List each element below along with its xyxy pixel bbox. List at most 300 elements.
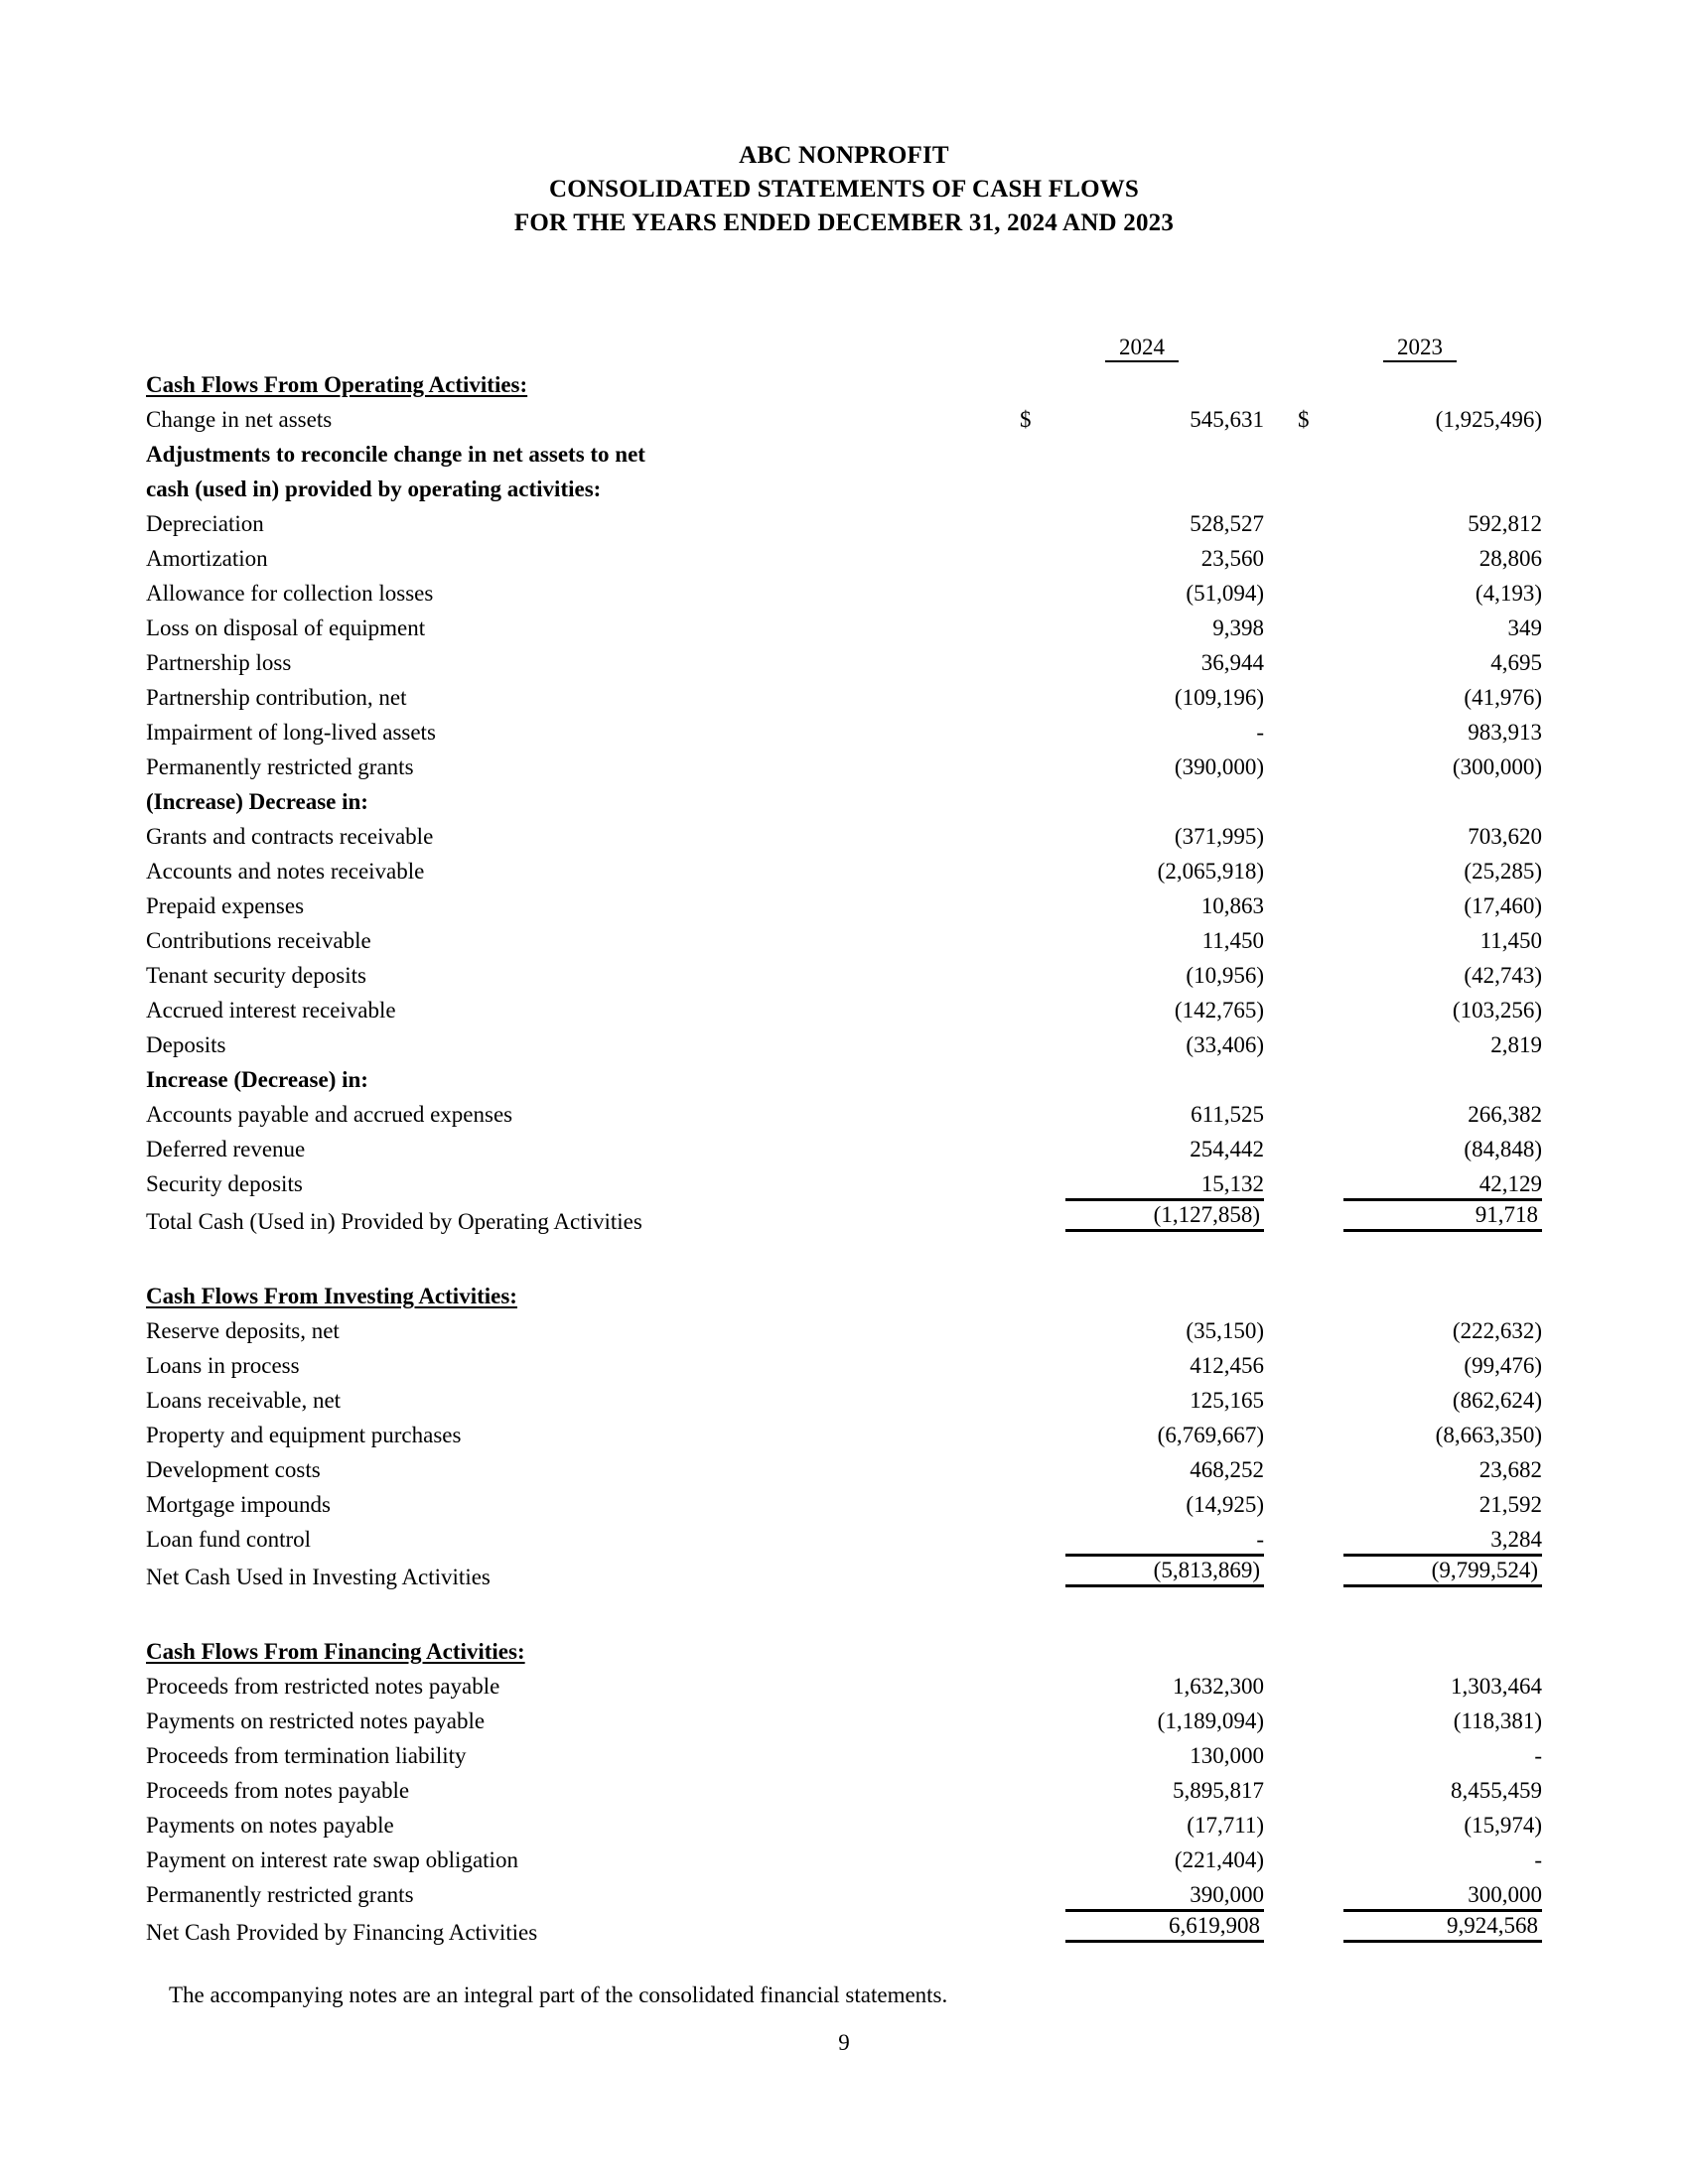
value-2023: (15,974): [1464, 1813, 1542, 1838]
line-item-label: Permanently restricted grants: [146, 1882, 414, 1907]
currency-symbol-2024: [1020, 501, 1065, 536]
column-gap: [1264, 1343, 1298, 1378]
value-2023-total: 91,718: [1343, 1198, 1542, 1232]
heading-pad: [1020, 1629, 1542, 1664]
section-heading-operating-text: Cash Flows From Operating Activities:: [146, 372, 528, 397]
column-gap: [1264, 745, 1298, 779]
increase-decrease-heading-label: (Increase) Decrease in:: [146, 789, 368, 814]
column-gap: [1264, 1023, 1298, 1057]
line-item: [146, 884, 1542, 918]
adjustments-heading-line-2-label: cash (used in) provided by operating activities:: [146, 477, 602, 501]
currency-symbol-2024: $: [1020, 407, 1032, 432]
value-2024: 412,456: [1190, 1353, 1264, 1378]
value-2023: 4,695: [1490, 650, 1542, 675]
currency-symbol-2024: [1020, 640, 1065, 675]
value-2023: 21,592: [1478, 1492, 1542, 1517]
currency-symbol-2023: [1298, 1664, 1343, 1699]
line-item: [146, 1664, 1542, 1699]
column-gap: [1264, 606, 1298, 640]
line-item-label: Impairment of long-lived assets: [146, 720, 436, 745]
value-2023: (300,000): [1452, 754, 1542, 779]
currency-symbol-2024: [1020, 745, 1065, 779]
column-gap: [1264, 1552, 1298, 1589]
value-2024: -: [1256, 720, 1264, 745]
cash-flow-table: [146, 298, 1542, 1945]
subheading-pad: [1020, 779, 1542, 814]
currency-symbol-2023: [1298, 1127, 1343, 1161]
currency-symbol-2024: [1020, 1838, 1065, 1872]
currency-symbol-2024: [1020, 988, 1065, 1023]
value-2024: (2,065,918): [1157, 859, 1264, 884]
line-item: [146, 675, 1542, 710]
page-title-line-3: FOR THE YEARS ENDED DECEMBER 31, 2024 AND 2023: [513, 209, 1175, 236]
column-gap: [1264, 1517, 1298, 1552]
currency-symbol-2024: [1020, 710, 1065, 745]
section-heading-financing-text: Cash Flows From Financing Activities:: [146, 1639, 525, 1664]
currency-symbol-2024: [1020, 1664, 1065, 1699]
currency-symbol-2023: [1298, 1308, 1343, 1343]
column-gap: [1264, 918, 1298, 953]
value-2023: (4,193): [1475, 581, 1542, 606]
value-2024: 1,632,300: [1173, 1674, 1264, 1699]
column-gap: [1264, 814, 1298, 849]
line-item: [146, 953, 1542, 988]
value-2024: 11,450: [1201, 928, 1264, 953]
currency-symbol-2024: [1020, 1023, 1065, 1057]
value-2024: 9,398: [1212, 615, 1264, 640]
line-item: [146, 1196, 1542, 1234]
line-item-label: Security deposits: [146, 1171, 303, 1196]
cash-flow-table-body: [146, 298, 1542, 1945]
currency-symbol-2023: [1298, 640, 1343, 675]
value-2023: 23,682: [1478, 1457, 1542, 1482]
value-2023: [1343, 1907, 1542, 1945]
currency-symbol-2023: [1298, 1413, 1343, 1447]
value-2023: 28,806: [1478, 546, 1542, 571]
value-2024: 10,863: [1200, 893, 1264, 918]
value-2024: (371,995): [1174, 824, 1264, 849]
line-item: [146, 1308, 1542, 1343]
currency-symbol-2024: [1020, 814, 1065, 849]
currency-symbol-2023: [1298, 1196, 1343, 1234]
value-2023: (25,285): [1464, 859, 1542, 884]
currency-symbol-2024: [1020, 1907, 1065, 1945]
value-2024: (17,711): [1187, 1813, 1264, 1838]
currency-symbol-2023: [1298, 849, 1343, 884]
column-gap: [1264, 884, 1298, 918]
line-item: [146, 1517, 1542, 1552]
currency-symbol-2024: [1020, 675, 1065, 710]
value-2024: -: [1256, 1527, 1264, 1552]
currency-symbol-2023: [1298, 814, 1343, 849]
currency-symbol-2023: [1298, 1872, 1343, 1907]
currency-symbol-2023: [1298, 1482, 1343, 1517]
line-item-label: Change in net assets: [146, 407, 333, 432]
line-item: [146, 849, 1542, 884]
spacer-row: [146, 298, 1542, 328]
currency-symbol-2023: [1298, 988, 1343, 1023]
line-item-label: Net Cash Used in Investing Activities: [146, 1565, 491, 1589]
value-2023: 592,812: [1468, 511, 1542, 536]
currency-symbol-2023: [1298, 1447, 1343, 1482]
currency-symbol-2024: [1020, 1196, 1065, 1234]
currency-symbol-2023: [1298, 1803, 1343, 1838]
value-2023: [1343, 1196, 1542, 1234]
line-item: [146, 1552, 1542, 1589]
line-item-label: Tenant security deposits: [146, 963, 366, 988]
line-item: [146, 1413, 1542, 1447]
currency-symbol-2024: [1020, 884, 1065, 918]
line-item-label: Allowance for collection losses: [146, 581, 434, 606]
currency-symbol-2024: [1020, 1872, 1065, 1907]
adjustments-heading-line-2: [146, 467, 1542, 501]
currency-symbol-2023: [1298, 675, 1343, 710]
line-item: [146, 571, 1542, 606]
column-gap: [1264, 1196, 1298, 1234]
value-2024: 390,000: [1190, 1882, 1264, 1907]
value-2023: (8,663,350): [1435, 1423, 1542, 1447]
decrease-increase-heading-label: Increase (Decrease) in:: [146, 1067, 368, 1092]
value-2024: 5,895,817: [1173, 1778, 1264, 1803]
currency-symbol-2024: [1020, 571, 1065, 606]
value-2023: (42,743): [1464, 963, 1542, 988]
line-item-label: Net Cash Provided by Financing Activities: [146, 1920, 538, 1945]
value-2024: (1,189,094): [1157, 1708, 1264, 1733]
currency-symbol-2023: [1298, 1343, 1343, 1378]
column-gap: [1264, 536, 1298, 571]
currency-symbol-2023: [1298, 606, 1343, 640]
value-2023: (41,976): [1464, 685, 1542, 710]
line-item: [146, 1768, 1542, 1803]
currency-symbol-2024: [1020, 849, 1065, 884]
value-2024: 468,252: [1190, 1457, 1264, 1482]
currency-symbol-2024: [1020, 1308, 1065, 1343]
line-item-label: Reserve deposits, net: [146, 1318, 340, 1343]
value-2024: 528,527: [1190, 511, 1264, 536]
value-2023: (1,925,496): [1435, 407, 1542, 432]
spacer-cell: [146, 1234, 1542, 1274]
spacer-cell: [146, 1589, 1542, 1629]
currency-symbol-2023: [1298, 1517, 1343, 1552]
spacer-cell: [146, 298, 1542, 328]
currency-symbol-2023: [1298, 953, 1343, 988]
value-2023: 703,620: [1468, 824, 1542, 849]
line-item: [146, 1343, 1542, 1378]
value-2024: 36,944: [1200, 650, 1264, 675]
line-item-label: Property and equipment purchases: [146, 1423, 462, 1447]
currency-symbol-2023: [1298, 1838, 1343, 1872]
line-item-label: Payments on restricted notes payable: [146, 1708, 486, 1733]
currency-symbol-2023: [1298, 1161, 1343, 1196]
currency-symbol-2023: [1298, 710, 1343, 745]
value-2024: [1065, 1552, 1264, 1589]
currency-symbol-2024: [1020, 1768, 1065, 1803]
line-item: [146, 1378, 1542, 1413]
line-item-label: Amortization: [146, 546, 268, 571]
value-2024: (221,404): [1174, 1847, 1264, 1872]
value-2024: [1065, 1196, 1264, 1234]
section-heading-financing-label: [146, 1629, 1020, 1664]
line-item-label: Total Cash (Used in) Provided by Operating Activities: [146, 1209, 642, 1234]
value-2023: 1,303,464: [1451, 1674, 1542, 1699]
column-header-2024-text: 2024: [1105, 335, 1179, 362]
line-item: [146, 1161, 1542, 1196]
value-2023: 349: [1507, 615, 1542, 640]
currency-symbol-2023: [1298, 1552, 1343, 1589]
value-2023: (118,381): [1453, 1708, 1542, 1733]
column-header-2023: [1298, 328, 1542, 362]
currency-symbol-2023: [1298, 1733, 1343, 1768]
value-2024: (390,000): [1174, 754, 1264, 779]
column-gap: [1264, 1482, 1298, 1517]
column-gap: [1264, 849, 1298, 884]
line-item: [146, 1127, 1542, 1161]
value-2024-total: 6,619,908: [1065, 1909, 1264, 1943]
year-header-gap: [1264, 328, 1298, 362]
line-item: [146, 1803, 1542, 1838]
subheading-pad: [1020, 467, 1542, 501]
line-item: [146, 1907, 1542, 1945]
value-2023: -: [1534, 1743, 1542, 1768]
line-item: [146, 745, 1542, 779]
section-heading-operating: [146, 362, 1542, 397]
column-header-2023-text: 2023: [1383, 335, 1457, 362]
value-2024: (33,406): [1186, 1032, 1264, 1057]
line-item-label: Prepaid expenses: [146, 893, 305, 918]
line-item: [146, 1733, 1542, 1768]
column-gap: [1264, 1127, 1298, 1161]
currency-symbol-2024: [1020, 1699, 1065, 1733]
line-item: [146, 1838, 1542, 1872]
column-gap: [1264, 571, 1298, 606]
page-title-line-1: ABC NONPROFIT: [739, 142, 949, 169]
section-heading-investing: [146, 1274, 1542, 1308]
column-gap: [1264, 1161, 1298, 1196]
column-gap: [1264, 710, 1298, 745]
line-item: [146, 1447, 1542, 1482]
increase-decrease-heading: [146, 779, 1542, 814]
line-item-label: Payment on interest rate swap obligation: [146, 1847, 518, 1872]
value-2023: (99,476): [1464, 1353, 1542, 1378]
line-item-label: Deferred revenue: [146, 1137, 306, 1161]
value-2024: 15,132: [1200, 1171, 1264, 1196]
column-gap: [1264, 953, 1298, 988]
currency-symbol-2023: [1298, 1092, 1343, 1127]
page-number: 9: [838, 2030, 850, 2055]
value-2024: (142,765): [1174, 998, 1264, 1023]
column-gap: [1264, 988, 1298, 1023]
line-item: [146, 606, 1542, 640]
line-item-label: Accrued interest receivable: [146, 998, 396, 1023]
column-gap: [1264, 397, 1298, 432]
currency-symbol-2024: [1020, 918, 1065, 953]
document-title-block: [0, 0, 1688, 240]
currency-symbol-2023: [1298, 745, 1343, 779]
column-gap: [1264, 1378, 1298, 1413]
currency-symbol-2024: [1020, 1482, 1065, 1517]
currency-symbol-2023: [1298, 884, 1343, 918]
line-item-label: Loans receivable, net: [146, 1388, 342, 1413]
value-2023: (862,624): [1452, 1388, 1542, 1413]
line-item-label: Proceeds from restricted notes payable: [146, 1674, 500, 1699]
value-2023: 42,129: [1478, 1171, 1542, 1196]
section-heading-operating-label: [146, 362, 1020, 397]
value-2024: (51,094): [1186, 581, 1264, 606]
line-item-label: Loss on disposal of equipment: [146, 615, 426, 640]
value-2024: (35,150): [1186, 1318, 1264, 1343]
line-item: [146, 1092, 1542, 1127]
value-2023-total: 9,924,568: [1343, 1909, 1542, 1943]
line-item-label: Grants and contracts receivable: [146, 824, 434, 849]
line-item-label: Permanently restricted grants: [146, 754, 414, 779]
currency-symbol-2024: [1020, 1552, 1065, 1589]
heading-pad: [1020, 1274, 1542, 1308]
accompanying-notes-footnote: The accompanying notes are an integral part of the consolidated financial statements.: [169, 1982, 948, 2007]
column-gap: [1264, 501, 1298, 536]
currency-symbol-2024: [1020, 1378, 1065, 1413]
currency-symbol-2024: [1020, 1447, 1065, 1482]
value-2023: 2,819: [1490, 1032, 1542, 1057]
line-item: [146, 988, 1542, 1023]
line-item-label: Partnership contribution, net: [146, 685, 407, 710]
line-item-label: Partnership loss: [146, 650, 292, 675]
section-heading-investing-label: [146, 1274, 1020, 1308]
currency-symbol-2023: [1298, 501, 1343, 536]
currency-symbol-2024: [1020, 1092, 1065, 1127]
value-2023: -: [1534, 1847, 1542, 1872]
line-item: [146, 918, 1542, 953]
column-gap: [1264, 640, 1298, 675]
value-2023: 3,284: [1490, 1527, 1542, 1552]
line-item-label: Depreciation: [146, 511, 264, 536]
column-gap: [1264, 1907, 1298, 1945]
line-item: [146, 501, 1542, 536]
currency-symbol-2023: [1298, 1699, 1343, 1733]
line-item-label: Payments on notes payable: [146, 1813, 394, 1838]
column-gap: [1264, 1838, 1298, 1872]
column-gap: [1264, 1803, 1298, 1838]
line-item-label: Proceeds from notes payable: [146, 1778, 410, 1803]
page-title-line-2: CONSOLIDATED STATEMENTS OF CASH FLOWS: [548, 176, 1140, 203]
line-item-label: Deposits: [146, 1032, 226, 1057]
line-item: [146, 1023, 1542, 1057]
year-header-spacer: [146, 328, 1020, 362]
line-item-label: Accounts and notes receivable: [146, 859, 425, 884]
value-2024: 611,525: [1191, 1102, 1264, 1127]
value-2024: 545,631: [1190, 407, 1264, 432]
column-gap: [1264, 1664, 1298, 1699]
line-item-label: Mortgage impounds: [146, 1492, 331, 1517]
line-item-label: Loans in process: [146, 1353, 300, 1378]
value-2023: 266,382: [1468, 1102, 1542, 1127]
value-2024: (6,769,667): [1157, 1423, 1264, 1447]
currency-symbol-2024: [1020, 1733, 1065, 1768]
value-2023: [1343, 1552, 1542, 1589]
value-2023: 11,450: [1479, 928, 1542, 953]
value-2023: (103,256): [1452, 998, 1542, 1023]
line-item-label: Development costs: [146, 1457, 321, 1482]
column-gap: [1264, 1308, 1298, 1343]
currency-symbol-2024: [1020, 536, 1065, 571]
currency-symbol-2024: [1020, 1517, 1065, 1552]
decrease-increase-heading: [146, 1057, 1542, 1092]
currency-symbol-2023: [1298, 1378, 1343, 1413]
spacer-row: [146, 1234, 1542, 1274]
column-gap: [1264, 1413, 1298, 1447]
column-gap: [1264, 675, 1298, 710]
value-2024-total: (1,127,858): [1065, 1198, 1264, 1232]
value-2024: 130,000: [1190, 1743, 1264, 1768]
value-2024: (109,196): [1174, 685, 1264, 710]
line-item: [146, 710, 1542, 745]
value-2024: [1065, 1907, 1264, 1945]
heading-pad: [1020, 362, 1542, 397]
value-2024: 125,165: [1190, 1388, 1264, 1413]
column-header-2024: [1020, 328, 1264, 362]
line-item: [146, 536, 1542, 571]
column-gap: [1264, 1447, 1298, 1482]
currency-symbol-2024: [1020, 1127, 1065, 1161]
value-2023: (222,632): [1452, 1318, 1542, 1343]
column-gap: [1264, 1768, 1298, 1803]
value-2024-total: (5,813,869): [1065, 1554, 1264, 1587]
value-2023: 300,000: [1468, 1882, 1542, 1907]
value-2023: (84,848): [1464, 1137, 1542, 1161]
subheading-pad: [1020, 1057, 1542, 1092]
column-gap: [1264, 1872, 1298, 1907]
line-item: [146, 1482, 1542, 1517]
column-gap: [1264, 1092, 1298, 1127]
line-item: [146, 640, 1542, 675]
line-item: [146, 1872, 1542, 1907]
value-2023: (17,460): [1464, 893, 1542, 918]
currency-symbol-2023: [1298, 536, 1343, 571]
subheading-pad: [1020, 432, 1542, 467]
value-2024: 254,442: [1190, 1137, 1264, 1161]
adjustments-heading-line-1-label: Adjustments to reconcile change in net assets to net: [146, 442, 645, 467]
column-gap: [1264, 1733, 1298, 1768]
currency-symbol-2023: [1298, 918, 1343, 953]
currency-symbol-2024: [1020, 606, 1065, 640]
currency-symbol-2023: [1298, 571, 1343, 606]
currency-symbol-2024: [1020, 1161, 1065, 1196]
adjustments-heading-line-1: [146, 432, 1542, 467]
currency-symbol-2023: $: [1298, 407, 1310, 432]
column-gap: [1264, 1699, 1298, 1733]
currency-symbol-2023: [1298, 1768, 1343, 1803]
line-item-label: Accounts payable and accrued expenses: [146, 1102, 513, 1127]
year-header-row: [146, 328, 1542, 362]
value-2024: (10,956): [1186, 963, 1264, 988]
currency-symbol-2024: [1020, 953, 1065, 988]
currency-symbol-2024: [1020, 1803, 1065, 1838]
currency-symbol-2024: [1020, 1343, 1065, 1378]
line-item: [146, 397, 1542, 432]
currency-symbol-2023: [1298, 1907, 1343, 1945]
line-item-label: Contributions receivable: [146, 928, 371, 953]
line-item-label: Loan fund control: [146, 1527, 312, 1552]
line-item: [146, 814, 1542, 849]
currency-symbol-2023: [1298, 1023, 1343, 1057]
value-2024: (14,925): [1186, 1492, 1264, 1517]
value-2024: 23,560: [1200, 546, 1264, 571]
spacer-row: [146, 1589, 1542, 1629]
section-heading-investing-text: Cash Flows From Investing Activities:: [146, 1284, 517, 1308]
value-2023: 983,913: [1468, 720, 1542, 745]
section-heading-financing: [146, 1629, 1542, 1664]
currency-symbol-2024: [1020, 1413, 1065, 1447]
value-2023: 8,455,459: [1451, 1778, 1542, 1803]
